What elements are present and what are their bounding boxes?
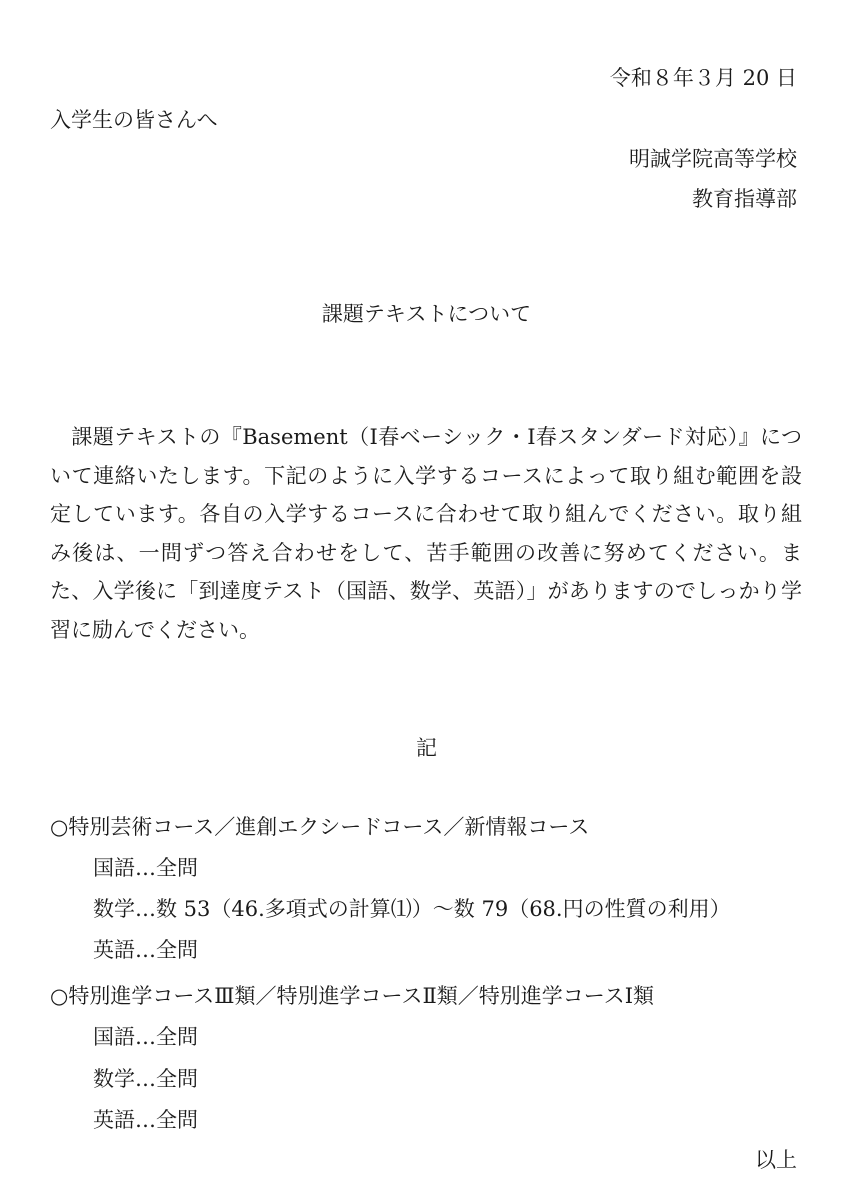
section-1-item-math: 数学…数 53（46.多項式の計算⑴）～数 79（68.円の性質の利用）	[93, 897, 731, 921]
section-1-item-japanese: 国語…全問	[93, 856, 198, 880]
section-2-item-math: 数学…全問	[93, 1067, 198, 1091]
body-paragraph-text: 課題テキストの『Basement（Ⅰ春ベーシック・Ⅰ春スタンダード対応）』について連絡いたします。下記のように入学するコースによって取り組む範囲を設定しています。各自の入学するコースに合わせて取り組んでください。取り組み後は、一問ずつ答え合わせをして、苦手範囲の改善に努めてください。また、入学後に「到達度テスト（国語、数学、英語）」がありますのでしっかり学習に励んでください。	[50, 425, 802, 642]
section-heading-2: ○特別進学コースⅢ類／特別進学コースⅡ類／特別進学コースⅠ類	[50, 984, 654, 1008]
sender-department: 教育指導部	[692, 187, 797, 211]
section-heading-1: ○特別芸術コース／進創エクシードコース／新情報コース	[50, 815, 590, 839]
section-2-item-japanese: 国語…全問	[93, 1025, 198, 1049]
sender-school: 明誠学院高等学校	[629, 147, 797, 171]
body-paragraph	[50, 418, 802, 649]
section-2-item-english: 英語…全問	[93, 1108, 198, 1132]
closing-mark: 以上	[755, 1148, 797, 1172]
ki-heading: 記	[416, 736, 437, 760]
section-1-item-english: 英語…全問	[93, 938, 198, 962]
recipient-line: 入学生の皆さんへ	[50, 108, 218, 132]
document-title: 課題テキストについて	[321, 302, 532, 326]
document-date: 令和８年３月 20 日	[609, 66, 797, 90]
